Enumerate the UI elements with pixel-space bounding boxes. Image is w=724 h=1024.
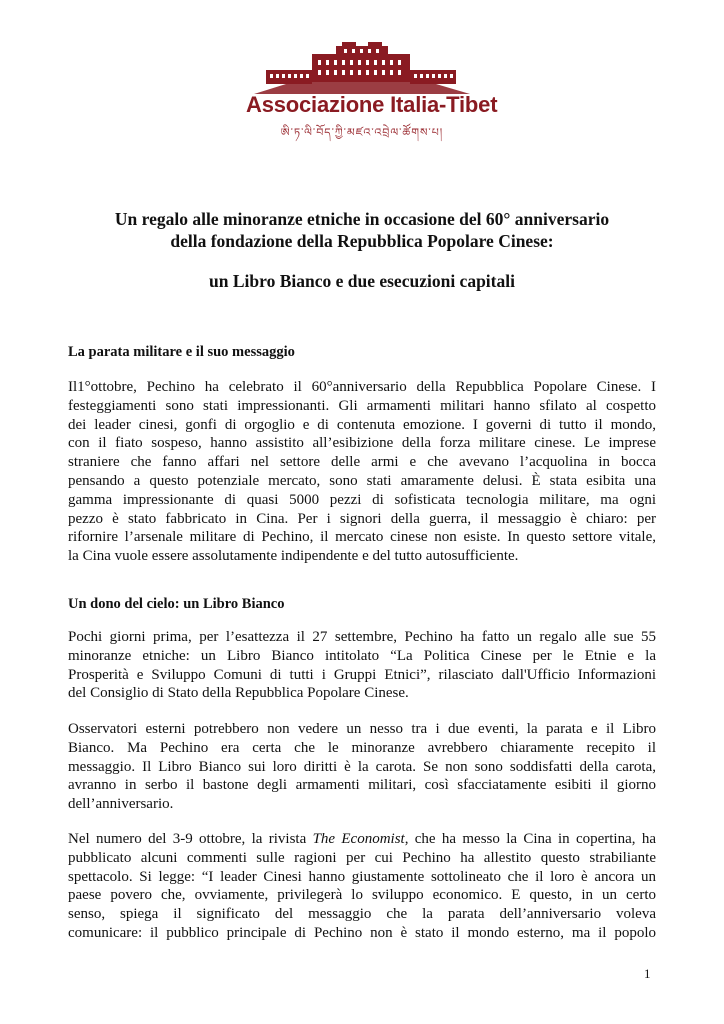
text-line: dei leader cinesi, gonfi di orgoglio e di contenuta emozione. I governi di tutto il mondo,: [68, 416, 656, 433]
page-number: 1: [644, 966, 651, 981]
text-line: straniere che fanno affari nel settore delle armi e che avevano l’acquolina in bocca: [68, 454, 656, 471]
text-line: Il1°ottobre, Pechino ha celebrato il 60°anniversario della Repubblica Popolare Cinese. I: [68, 379, 656, 395]
text-line: comunicare: il pubblico principale di Pechino non è stato il mondo esterno, ma il popolo: [68, 924, 656, 941]
text-line: pezzo è stato fabbricato in Cina. Per i signori della guerra, il messaggio è chiaro: per: [68, 510, 656, 527]
association-name: Associazione Italia-Tibet: [246, 92, 498, 117]
title-line-2: della fondazione della Repubblica Popolare Cinese:: [170, 231, 554, 251]
text-line: paese povero che, ovviamente, privilegerà lo sviluppo economico. E questo, in un certo: [68, 887, 656, 904]
document-title: [68, 208, 656, 252]
text-line: avranno in serbo il bastone degli armamenti militari, così sfacciatamente esibiti il giorno: [68, 777, 656, 794]
text-line: spettacolo. Si legge: “I leader Cinesi hanno giustamente sottolineato che il loro è ancora un: [68, 868, 656, 885]
paragraph-observers: [68, 720, 656, 814]
text-line: del Consiglio di Stato della Repubblica Popolare Cinese.: [68, 685, 409, 702]
text-line: senso, spiega il significato del messaggio che la parata dell’anniversario voleva: [68, 906, 656, 923]
text-line: la Cina vuole essere assolutamente indipendente e del tutto autosufficiente.: [68, 548, 519, 565]
text-line: pensando a questo potenziale mercato, sono stati amaramente delusi. È stata esibita una: [68, 472, 656, 489]
text-line: Prosperità e Sviluppo Comuni di tutti i Gruppi Etnici”, rilasciato dall'Ufficio Informazioni: [68, 666, 656, 683]
section-heading-white-paper: Un dono del cielo: un Libro Bianco: [68, 596, 285, 612]
text-line: dell’anniversario.: [68, 796, 174, 813]
paragraph-parade: [68, 378, 656, 566]
paragraph-economist: [68, 830, 656, 943]
tibetan-script-subtitle: ཨི་ཏ་ལི་བོད་ཀྱི་མཛའ་འབྲེལ་ཚོགས་པ།: [280, 126, 444, 139]
document-subtitle: un Libro Bianco e due esecuzioni capitali: [209, 271, 515, 291]
text-line: messaggio. Il Libro Bianco sui loro diritti è la carota. Se non sono soddisfatti della carota,: [68, 758, 656, 775]
association-logo: [246, 40, 498, 142]
section-heading-parade: La parata militare e il suo messaggio: [68, 344, 295, 360]
text-line: rifornire l’arsenale militare di Pechino, il mercato cinese non esiste. In questo settore vitale,: [68, 529, 656, 546]
text-line: Bianco. Ma Pechino era certa che le minoranze avrebbero chiaramente recepito il: [68, 739, 656, 756]
text-line: gamma impressionante di quasi 5000 pezzi di sofisticata tecnologia militare, ma ogni: [68, 491, 656, 508]
text-line: pubblicato alcuni commenti sulle ragioni per cui Pechino ha allestito questo strabiliante: [68, 849, 656, 866]
paragraph-white-paper-intro: [68, 628, 656, 703]
title-line-1: Un regalo alle minoranze etniche in occasione del 60° anniversario: [114, 209, 610, 229]
text-line: Osservatori esterni potrebbero non vedere un nesso tra i due eventi, la parata e il Libro: [68, 721, 656, 737]
potala-palace-emblem: [246, 40, 478, 96]
text-line: minoranze etniche: un Libro Bianco intitolato “La Politica Cinese per le Etnie e la: [68, 647, 656, 664]
text-line: con il fiato sospeso, hanno assistito all’esibizione della forza militare cinese. Le imprese: [68, 435, 656, 452]
text-line-economist: Nel numero del 3-9 ottobre, la rivista The Economist, che ha messo la Cina in copertina, ha: [68, 831, 656, 847]
text-line: Pochi giorni prima, per l’esattezza il 27 settembre, Pechino ha fatto un regalo alle sue 55: [68, 629, 656, 645]
text-line: festeggiamenti sono stati impressionanti. Gli armamenti militari hanno sfilato al cospetto: [68, 397, 656, 414]
